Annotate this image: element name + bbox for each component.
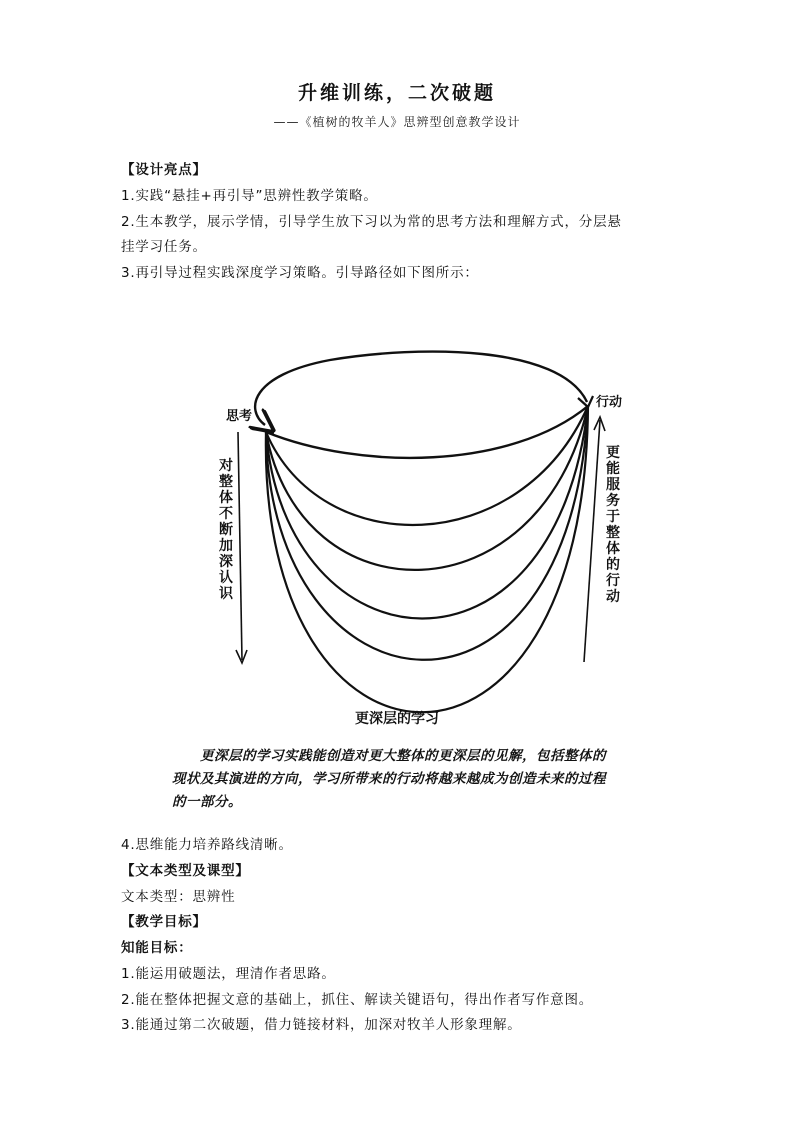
- quote-line-1: 更深层的学习实践能创造对更大整体的更深层的见解，包括整体的: [200, 748, 606, 764]
- quote-line-3: 的一部分。: [172, 794, 242, 810]
- label-think: 思考: [226, 409, 253, 424]
- depth-curve-4: [266, 406, 588, 660]
- left-down-arrow: [238, 432, 242, 660]
- rim-curve: [266, 406, 588, 458]
- left-vertical-label: 对整体不断加深认识: [219, 458, 233, 602]
- design-highlights-heading: 【设计亮点】: [121, 162, 207, 178]
- top-loop-arc: [255, 352, 587, 425]
- highlight-item-2-line-2: 挂学习任务。: [121, 239, 207, 255]
- teaching-goals-heading: 【教学目标】: [121, 914, 207, 930]
- right-vertical-label: 更能服务于整体的行动: [606, 445, 620, 605]
- diagram-caption: 更深层的学习: [355, 711, 439, 727]
- highlight-item-4: 4.思维能力培养路线清晰。: [121, 837, 293, 853]
- highlight-item-3: 3.再引导过程实践深度学习策略。引导路径如下图所示：: [121, 265, 479, 281]
- depth-curve-5: [266, 406, 588, 712]
- document-title: 升维训练，二次破题: [297, 82, 496, 104]
- text-type-value: 文本类型：思辨性: [121, 889, 236, 905]
- highlight-item-2-line-1: 2.生本教学，展示学情，引导学生放下习以为常的思考方法和理解方式，分层悬: [121, 214, 622, 230]
- knowledge-goals-heading: 知能目标：: [121, 940, 193, 956]
- quote-line-2: 现状及其演进的方向，学习所带来的行动将越来越成为创造未来的过程: [172, 771, 606, 787]
- highlight-item-1: 1.实践“悬挂+再引导”思辨性教学策略。: [121, 188, 378, 204]
- goal-3: 3.能通过第二次破题，借力链接材料，加深对牧羊人形象理解。: [121, 1017, 522, 1033]
- goal-1: 1.能运用破题法，理清作者思路。: [121, 966, 336, 982]
- label-action: 行动: [596, 395, 623, 410]
- goal-2: 2.能在整体把握文意的基础上，抓住、解读关键语句，得出作者写作意图。: [121, 992, 594, 1008]
- document-subtitle: ——《植树的牧羊人》思辨型创意教学设计: [273, 115, 521, 129]
- text-type-heading: 【文本类型及课型】: [121, 863, 250, 879]
- depth-curve-2: [266, 406, 588, 570]
